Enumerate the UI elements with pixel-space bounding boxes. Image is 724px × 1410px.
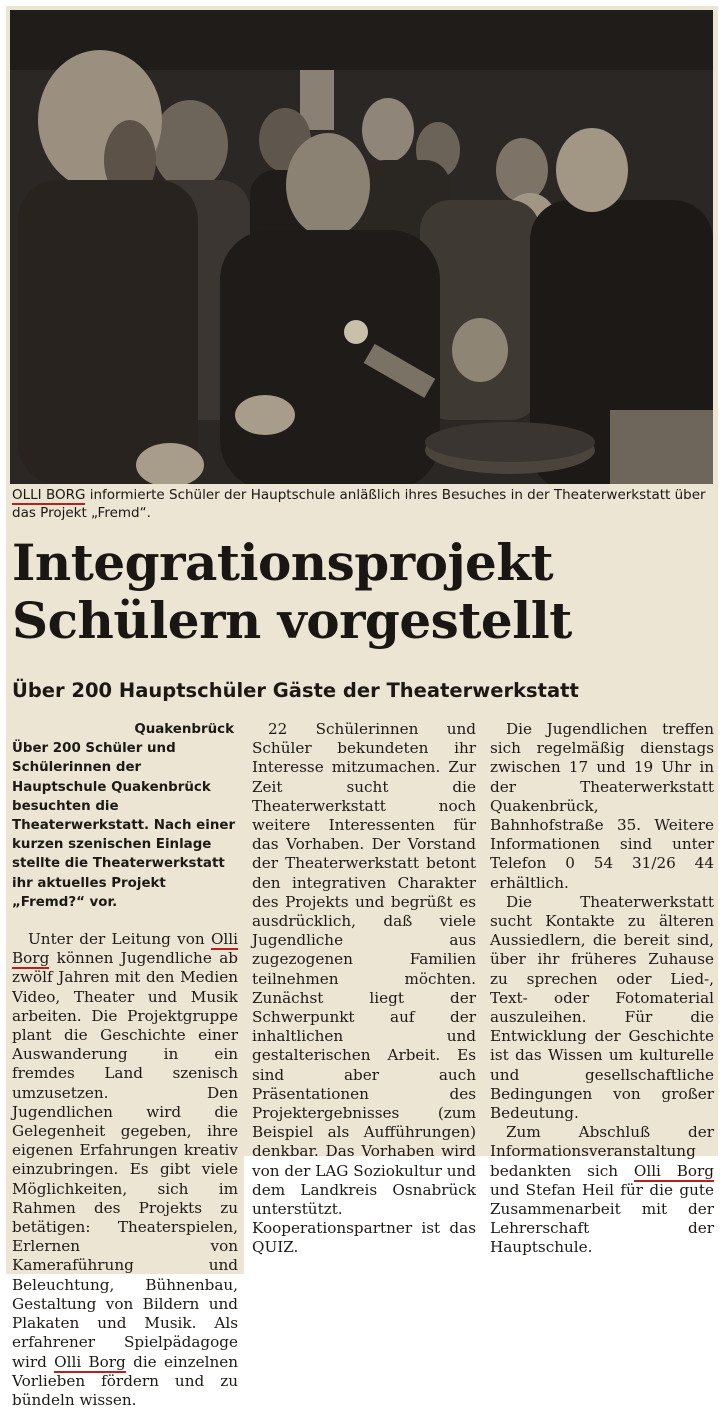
subheadline: Über 200 Hauptschüler Gäste der Theaterwerkstatt xyxy=(12,679,579,702)
body-text: die einzelnen Vorlieben fördern und zu bündeln wissen. xyxy=(12,1352,238,1409)
headline-line-1: Integrationsprojekt xyxy=(12,533,554,592)
headline xyxy=(12,534,712,650)
body-paragraph-3: Die Jugendlichen treffen sich regelmäßig dienstags zwischen 17 und 19 Uhr in der Theaterwerkstatt Quakenbrück, Bahnhofstraße 35. Weitere Informationen sind unter Telefon 0 54 31/26 44 erhältlich. xyxy=(490,720,714,892)
dateline: Quakenbrück xyxy=(134,722,234,737)
body-text: Unter der Leitung von xyxy=(28,930,211,949)
photo-caption xyxy=(12,486,714,522)
body-text: Zum Abschluß der Informationsveranstaltung bedankten sich xyxy=(490,1123,714,1180)
body-paragraph-4: Die Theaterwerkstatt sucht Kontakte zu älteren Aussiedlern, die bereit sind, über ihr früheres Zuhause zu sprechen oder Lied-, Text- oder Fotomaterial auszuleihen. Für die Entwicklung der Geschichte ist das Wissen um kulturelle und gesellschaftliche Bedingungen von großer Bedeutung. xyxy=(490,892,714,1123)
body-text: können Jugendliche ab zwölf Jahren mit den Medien Video, Theater und Musik arbeiten. Die Projektgruppe plant die Geschichte einer Auswanderung in ein fremdes Land szenisch umzusetzen. Den Jugendlichen wird die Gelegenheit gegeben, ihre eigenen Erfahrungen kreativ einzubringen. Es gibt viele Möglichkeiten, sich im Rahmen des Projekts zu betätigen: Theaterspielen, Erlernen von Kameraführung und Beleuchtung, Bühnenbau, Gestaltung von Bildern und Plakaten und Musik. Als erfahrener Spielpädagoge wird xyxy=(12,949,238,1371)
body-text: und Stefan Heil für die gute Zusammenarbeit mit der Lehrerschaft der Hauptschule. xyxy=(490,1180,714,1257)
column-1 xyxy=(12,720,238,1410)
article-photo xyxy=(10,10,713,484)
underlined-name: Olli Borg xyxy=(54,1352,126,1371)
body-paragraph-1 xyxy=(12,930,238,1410)
underlined-name: Olli Borg xyxy=(12,930,238,968)
body-paragraph-5 xyxy=(490,1123,714,1257)
headline-line-2: Schülern vorgestellt xyxy=(12,591,572,650)
column-3 xyxy=(490,720,714,1258)
caption-name: OLLI BORG xyxy=(12,487,86,503)
lead-paragraph xyxy=(12,720,238,912)
column-2 xyxy=(252,720,476,1258)
body-paragraph-2: 22 Schülerinnen und Schüler bekundeten ihr Interesse mitzumachen. Zur Zeit sucht die Theaterwerkstatt noch weitere Interessenten für das Vorhaben. Der Vorstand der Theaterwerkstatt betont den integrativen Charakter des Projekts und begrüßt es ausdrücklich, daß viele Jugendliche aus zugezogenen Familien teilnehmen möchten. Zunächst liegt der Schwerpunkt auf der inhaltlichen und gestalterischen Arbeit. Es sind aber auch Präsentationen des Projektergebnisses (zum Beispiel als Aufführungen) denkbar. Das Vorhaben wird von der LAG Soziokultur und dem Landkreis Osnabrück unterstützt. Kooperationspartner ist das QUIZ. xyxy=(252,720,476,1257)
lead-text: Über 200 Schüler und Schülerinnen der Hauptschule Quakenbrück besuchten die Theaterwerkstatt. Nach einer kurzen szenischen Einlage stellte die Theaterwerkstatt ihr aktuelles Projekt „Fremd?“ vor. xyxy=(12,741,236,910)
underlined-name: Olli Borg xyxy=(633,1161,714,1180)
caption-text: informierte Schüler der Hauptschule anläßlich ihres Besuches in der Theaterwerkstatt über das Projekt „Fremd“. xyxy=(12,487,706,521)
